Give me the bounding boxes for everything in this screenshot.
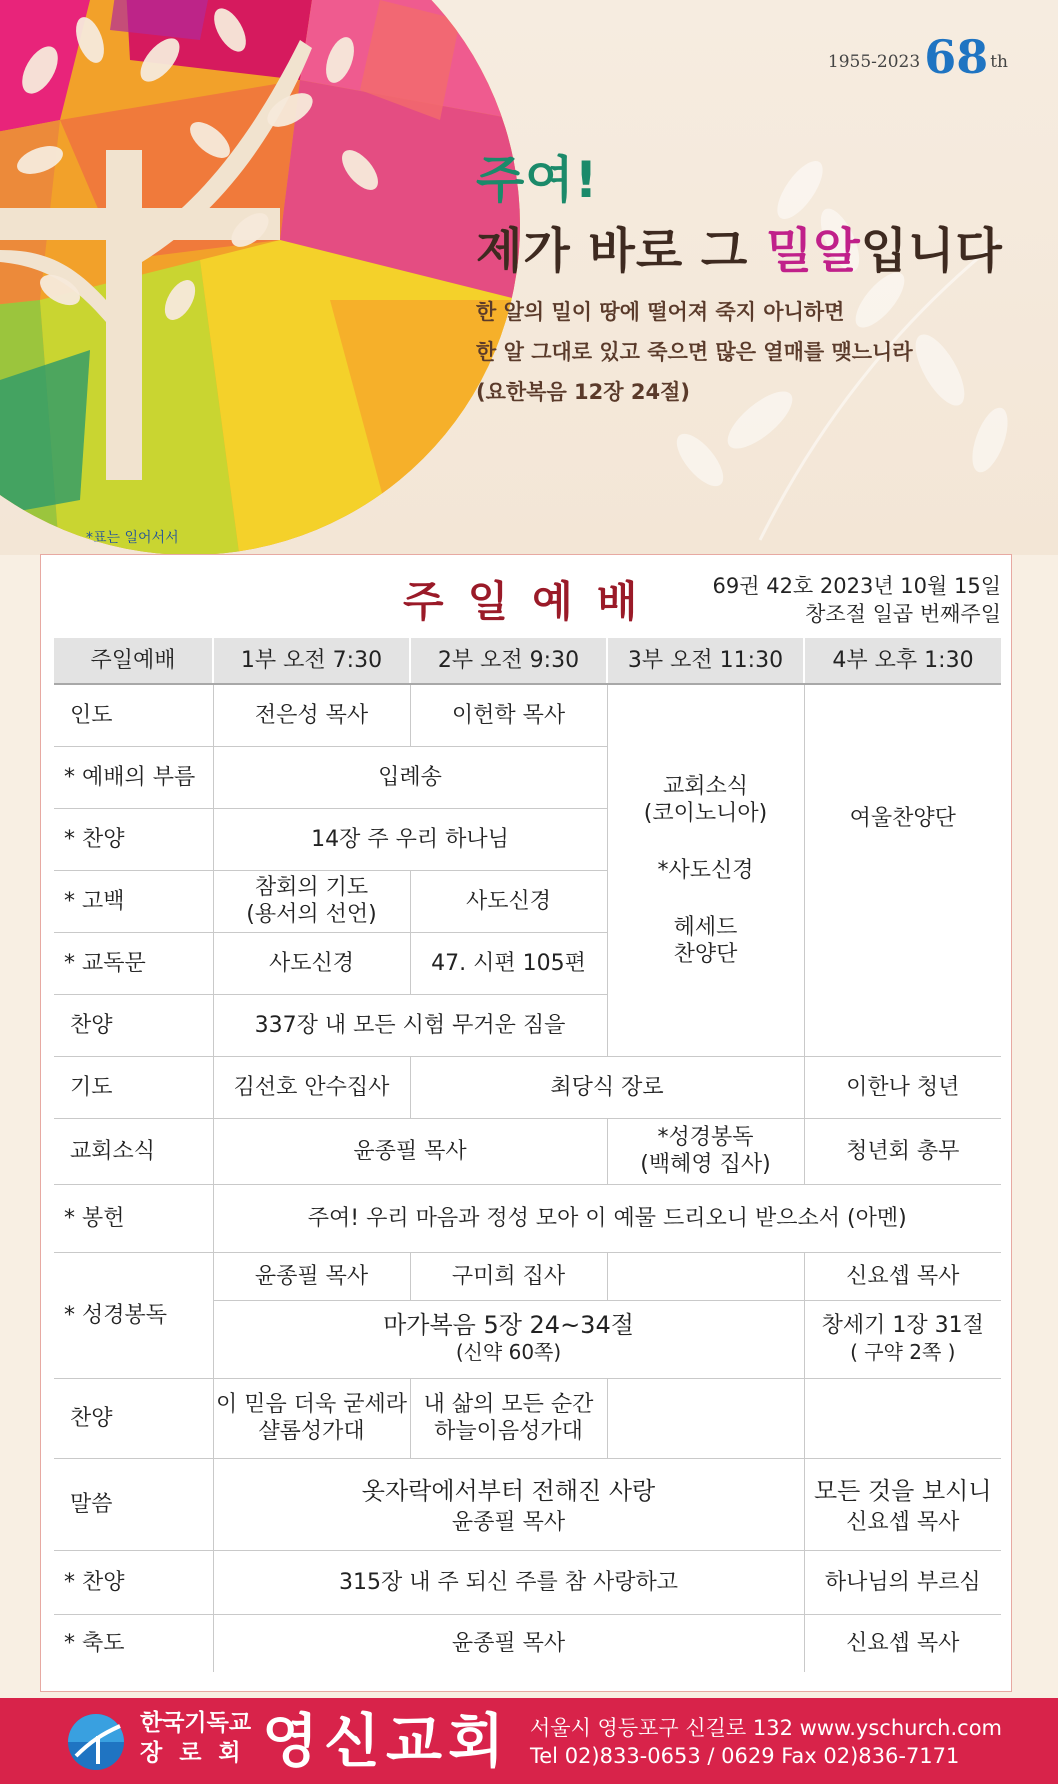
verse-reference: (요한복음 12장 24절): [476, 380, 690, 404]
row-label: * 찬양: [54, 1550, 213, 1614]
church-logo-icon: [66, 1712, 126, 1772]
footer-bar: [0, 1698, 1058, 1784]
cell: 신요셉 목사: [804, 1252, 1001, 1300]
cell: [804, 1300, 1001, 1378]
choir-song: 내 삶의 모든 순간: [423, 1392, 594, 1417]
column-header: 주일예배: [54, 638, 213, 684]
cell: 337장 내 모든 시험 무거운 짐을: [213, 994, 607, 1056]
cell: 하나님의 부르심: [804, 1550, 1001, 1614]
row-label: 기도: [54, 1056, 213, 1118]
row-label: 찬양: [54, 994, 213, 1056]
sermon-preacher: 윤종필 목사: [451, 1509, 566, 1535]
fourth-service-merged-cell: 여울찬양단: [804, 684, 1001, 1056]
cell: 주여! 우리 마음과 정성 모아 이 예물 드리오니 받으소서 (아멘): [213, 1184, 1001, 1252]
sermon-title: 모든 것을 보시니: [813, 1476, 992, 1505]
scripture-page: (신약 60쪽): [455, 1340, 562, 1364]
cell: 윤종필 목사: [213, 1118, 607, 1184]
column-header: 1부 오전 7:30: [213, 638, 410, 684]
cell: 사도신경: [410, 870, 607, 932]
anniversary-suffix: th: [990, 52, 1008, 72]
table-row: [54, 1184, 1001, 1252]
service-title: 주일예배: [403, 577, 662, 626]
cell-line: (용서의 선언): [246, 902, 377, 927]
standing-note: *표는 일어서서: [86, 530, 179, 546]
sermon-title: 옷자락에서부터 전해진 사랑: [361, 1476, 656, 1505]
table-row: [54, 1118, 1001, 1184]
table-header-row: [54, 638, 1001, 684]
verse-line1: 한 알의 밀이 땅에 떨어져 죽지 아니하면: [476, 300, 845, 324]
church-name: 영신교회: [262, 1707, 511, 1775]
issue-number-date: 69권 42호 2023년 10월 15일: [712, 574, 1001, 598]
column-header: 3부 오전 11:30: [607, 638, 804, 684]
merged-line: 헤세드: [673, 914, 738, 940]
headline-highlight: 밀알: [765, 223, 861, 279]
cell: [213, 1378, 410, 1458]
cell: [804, 1378, 1001, 1458]
row-label: 말씀: [54, 1458, 213, 1550]
hero-banner: [0, 0, 1058, 555]
cell: 이헌학 목사: [410, 684, 607, 746]
cell: [213, 1458, 804, 1550]
row-label: * 예배의 부름: [54, 746, 213, 808]
merged-line: (코이노니아): [643, 800, 768, 826]
merged-line: *사도신경: [657, 857, 754, 883]
sermon-preacher: 신요셉 목사: [846, 1509, 960, 1535]
cell-line: 참회의 기도: [254, 875, 369, 900]
choir-song: 이 믿음 더욱 굳세라: [216, 1392, 407, 1417]
cell: [607, 1378, 804, 1458]
column-header: 2부 오전 9:30: [410, 638, 607, 684]
table-row: [54, 1378, 1001, 1458]
worship-header: [41, 555, 1011, 627]
cell: 구미희 집사: [410, 1252, 607, 1300]
third-service-merged-cell: [607, 684, 804, 1056]
table-row: [54, 1458, 1001, 1550]
headline-post: 입니다: [860, 223, 1003, 279]
row-label: * 축도: [64, 1630, 125, 1656]
row-label: 찬양: [54, 1378, 213, 1458]
cell: [607, 1118, 804, 1184]
worship-order-box: [40, 554, 1012, 1692]
sunday-name: 창조절 일곱 번째주일: [805, 602, 1001, 626]
scripture-page: ( 구약 2쪽 ): [850, 1340, 956, 1364]
cell: 윤종필 목사: [213, 1614, 804, 1672]
row-label: 인도: [54, 684, 213, 746]
scripture-text: 창세기 1장 31절: [821, 1313, 984, 1338]
cell: 윤종필 목사: [213, 1252, 410, 1300]
denomination: [140, 1708, 258, 1768]
headline-line1: 주여!: [476, 151, 599, 209]
cell: [607, 1252, 804, 1300]
merged-line: 찬양단: [673, 941, 738, 967]
row-label: * 봉헌: [54, 1184, 213, 1252]
cell: 최당식 장로: [410, 1056, 804, 1118]
verse-line2: 한 알 그대로 있고 죽으면 많은 열매를 맺느니라: [476, 340, 913, 364]
scripture-text: 마가복음 5장 24~34절: [383, 1311, 634, 1339]
cell: 전은성 목사: [213, 684, 410, 746]
table-row: [54, 1252, 1001, 1300]
denomination-line2: 장로회: [140, 1740, 258, 1766]
table-row: [54, 1056, 1001, 1118]
table-row: [54, 1550, 1001, 1614]
cell: 신요셉 목사: [804, 1614, 1001, 1672]
cell: [410, 1378, 607, 1458]
choir-name: 하늘이음성가대: [434, 1419, 583, 1444]
cell: [213, 870, 410, 932]
row-label: 교회소식: [54, 1118, 213, 1184]
worship-order-table: [54, 638, 1001, 1672]
cell: 14장 주 우리 하나님: [213, 808, 607, 870]
contact-info: [530, 1714, 1002, 1770]
row-label: * 성경봉독: [54, 1252, 213, 1378]
cell: 47. 시편 105편: [410, 932, 607, 994]
cell: 청년회 총무: [804, 1118, 1001, 1184]
denomination-line1: 한국기독교: [140, 1710, 252, 1736]
anniversary-years: 1955-2023: [827, 52, 921, 72]
cell: [804, 1458, 1001, 1550]
cell: 사도신경: [213, 932, 410, 994]
anniversary-number: 68: [924, 30, 989, 84]
anniversary-badge: [828, 30, 1008, 84]
headline-pre: 제가 바로 그: [476, 223, 766, 279]
table-row: [54, 1614, 1001, 1672]
row-label: * 교독문: [54, 932, 213, 994]
cell: 입례송: [213, 746, 607, 808]
column-header: 4부 오후 1:30: [804, 638, 1001, 684]
cell-line: *성경봉독: [657, 1125, 754, 1150]
issue-info: [713, 572, 1001, 628]
table-row: [54, 684, 1001, 746]
cell: [213, 1300, 804, 1378]
phone: Tel 02)833-0653 / 0629 Fax 02)836-7171: [530, 1744, 960, 1768]
merged-line: 교회소식: [662, 773, 748, 799]
address: 서울시 영등포구 신길로 132 www.yschurch.com: [530, 1716, 1003, 1740]
choir-name: 샬롬성가대: [258, 1419, 365, 1444]
row-label: * 고백: [54, 870, 213, 932]
cell-line: (백혜영 집사): [640, 1152, 771, 1177]
cell: 315장 내 주 되신 주를 참 사랑하고: [213, 1550, 804, 1614]
cell: 김선호 안수집사: [213, 1056, 410, 1118]
row-label: * 찬양: [54, 808, 213, 870]
cell: 이한나 청년: [804, 1056, 1001, 1118]
headline-line2: [476, 212, 1003, 281]
